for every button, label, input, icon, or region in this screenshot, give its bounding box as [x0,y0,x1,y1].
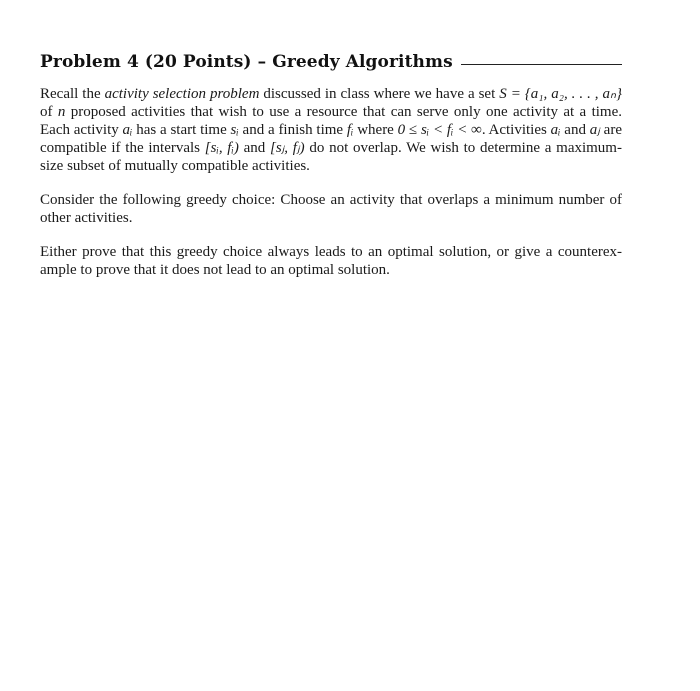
math-aj: aⱼ [589,122,600,138]
text-segment: has a start time [132,122,231,138]
math-ai: aᵢ [550,122,561,138]
emphasis-term: activity selection problem [104,86,260,102]
text-segment: of [40,104,58,120]
problem-heading: Problem 4 (20 Points) – Greedy Algorithms [40,52,453,72]
text-segment: proposed activities that wish to use a resource that can serve only one activity at a time. Each activity [40,104,622,138]
math-interval-j: [sⱼ, fⱼ) [270,140,305,156]
paragraph-greedy-choice: Consider the following greedy choice: Choose an activity that overlaps a minimum number of other activities. [40,192,622,226]
math-fi: fᵢ [346,122,354,138]
math-si: sᵢ [230,122,239,138]
text-segment: discussed in class where we have a set [259,86,500,102]
math-ai: aᵢ [122,122,133,138]
text-segment: are compatible if the intervals [40,122,622,156]
text-segment: and a finish time [238,122,347,138]
math-set: S = {a₁, a₂, . . . , aₙ} [499,86,623,102]
math-interval-i: [sᵢ, fᵢ) [204,140,239,156]
text-segment: where [353,122,398,138]
math-n: n [57,104,66,120]
text-segment: and [238,140,270,156]
math-inequality: 0 ≤ sᵢ < fᵢ < ∞ [397,122,482,138]
paragraph-definition [40,85,622,175]
heading-rule [461,64,622,65]
text-segment: Recall the [40,86,105,102]
text-segment: and [560,122,590,138]
problem-page [40,52,622,279]
text-segment: . Activities [481,122,551,138]
text-segment: do not overlap. We wish to determine a maximum-size subset of mutually compatible activities. [40,140,622,174]
problem-heading-row [40,52,622,72]
paragraph-task: Either prove that this greedy choice always leads to an optimal solution, or give a counterex-ample to prove that it does not lead to an optimal solution. [40,244,622,278]
